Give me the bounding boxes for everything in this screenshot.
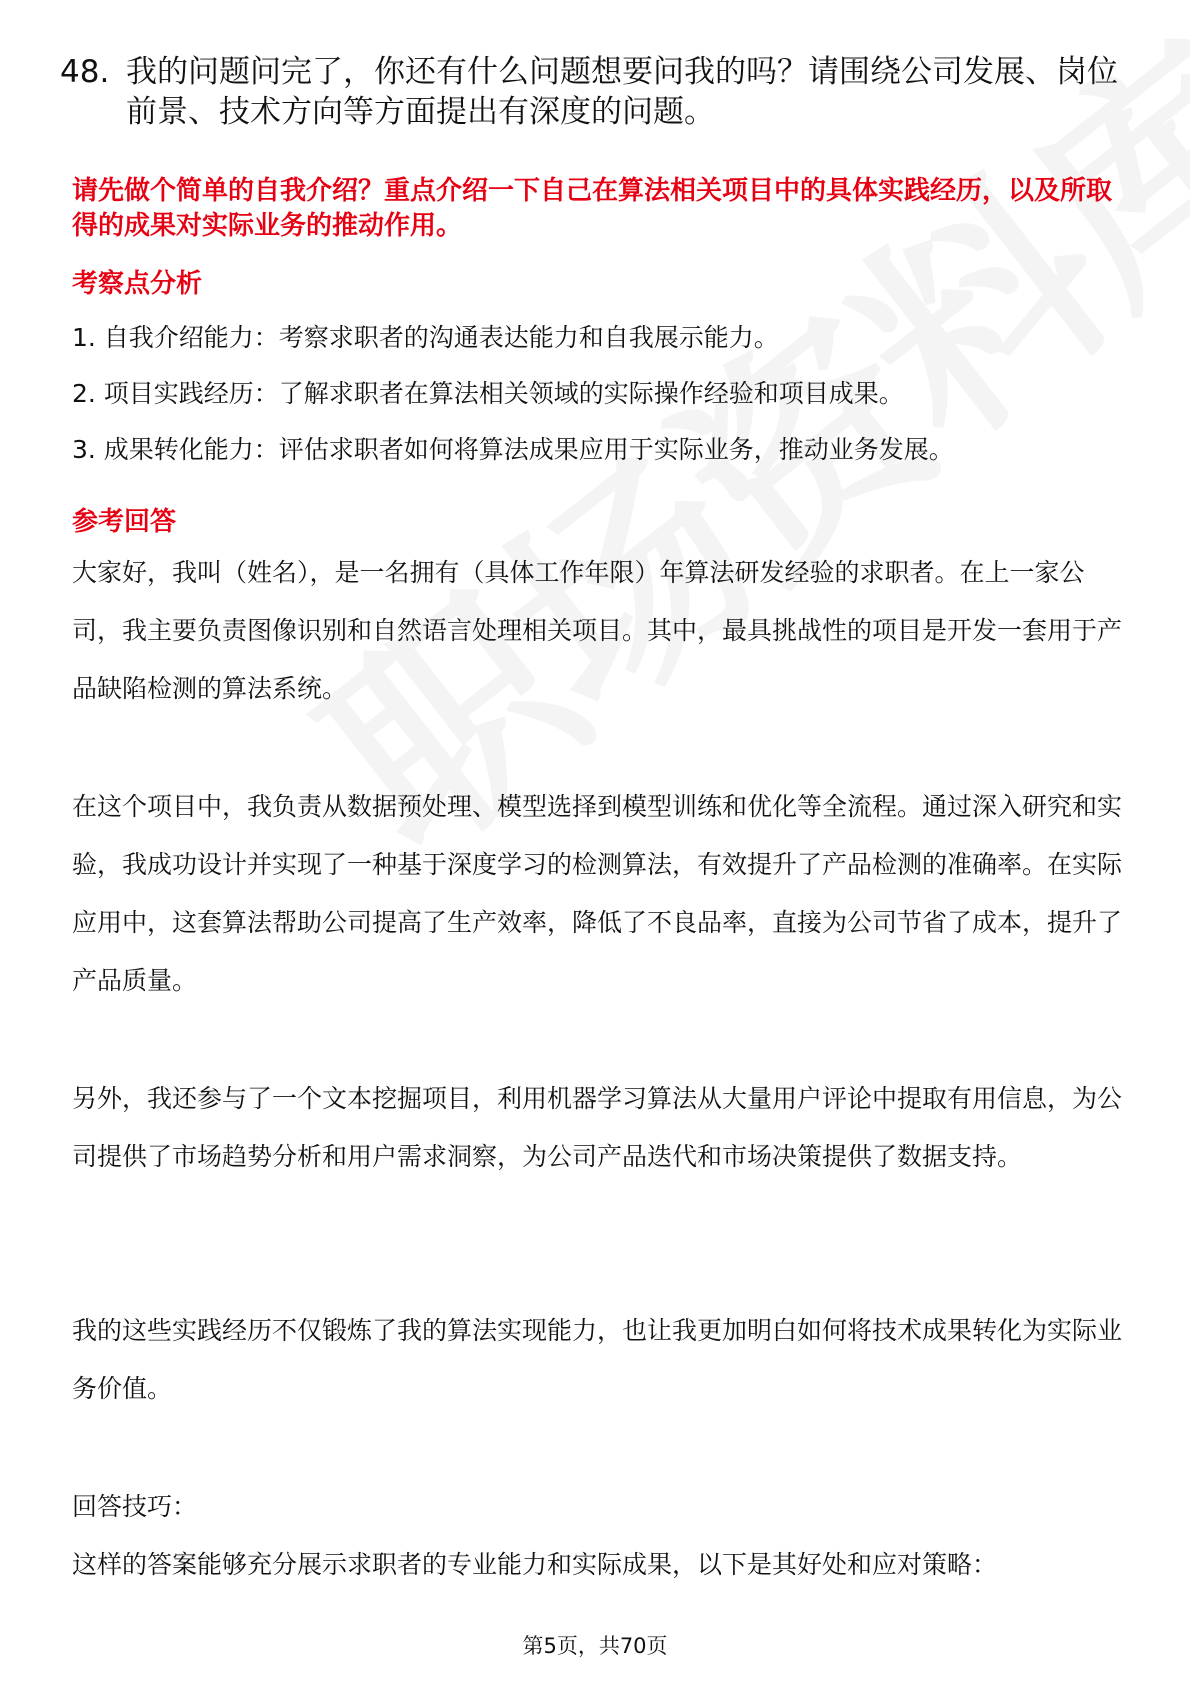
question-text: 我的问题问完了，你还有什么问题想要问我的吗？请围绕公司发展、岗位前景、技术方向等方面提出有深度的问题。 bbox=[126, 54, 1118, 130]
answer-paragraph: 我的这些实践经历不仅锻炼了我的算法实现能力，也让我更加明白如何将技术成果转化为实际业务价值。 bbox=[72, 1316, 1123, 1403]
analysis-point: 1. 自我介绍能力：考察求职者的沟通表达能力和自我展示能力。 bbox=[72, 323, 779, 352]
tips-label: 回答技巧： bbox=[72, 1492, 198, 1521]
answer-section-title: 参考回答 bbox=[72, 507, 177, 537]
answer-paragraph: 另外，我还参与了一个文本挖掘项目，利用机器学习算法从大量用户评论中提取有用信息，为公司提供了市场趋势分析和用户需求洞察，为公司产品迭代和市场决策提供了数据支持。 bbox=[72, 1084, 1123, 1171]
analysis-point: 3. 成果转化能力：评估求职者如何将算法成果应用于实际业务，推动业务发展。 bbox=[72, 435, 954, 464]
page-footer: 第5页，共70页 bbox=[522, 1634, 668, 1658]
analysis-point: 2. 项目实践经历：了解求职者在算法相关领域的实际操作经验和项目成果。 bbox=[72, 379, 904, 408]
answer-paragraph: 大家好，我叫（姓名），是一名拥有（具体工作年限）年算法研发经验的求职者。在上一家公司，我主要负责图像识别和自然语言处理相关项目。其中，最具挑战性的项目是开发一套用于产品缺陷检测的算法系统。 bbox=[72, 558, 1123, 703]
analysis-section-title: 考察点分析 bbox=[72, 269, 203, 299]
answer-paragraph: 在这个项目中，我负责从数据预处理、模型选择到模型训练和优化等全流程。通过深入研究和实验，我成功设计并实现了一种基于深度学习的检测算法，有效提升了产品检测的准确率。在实际应用中，这套算法帮助公司提高了生产效率，降低了不良品率，直接为公司节省了成本，提升了产品质量。 bbox=[72, 792, 1123, 995]
tips-text: 这样的答案能够充分展示求职者的专业能力和实际成果，以下是其好处和应对策略： bbox=[72, 1550, 998, 1579]
question-number: 48. bbox=[60, 54, 110, 90]
question-heading bbox=[60, 52, 1120, 132]
interview-prompt: 请先做个简单的自我介绍？重点介绍一下自己在算法相关项目中的具体实践经历，以及所取得的成果对实际业务的推动作用。 bbox=[72, 176, 1113, 241]
